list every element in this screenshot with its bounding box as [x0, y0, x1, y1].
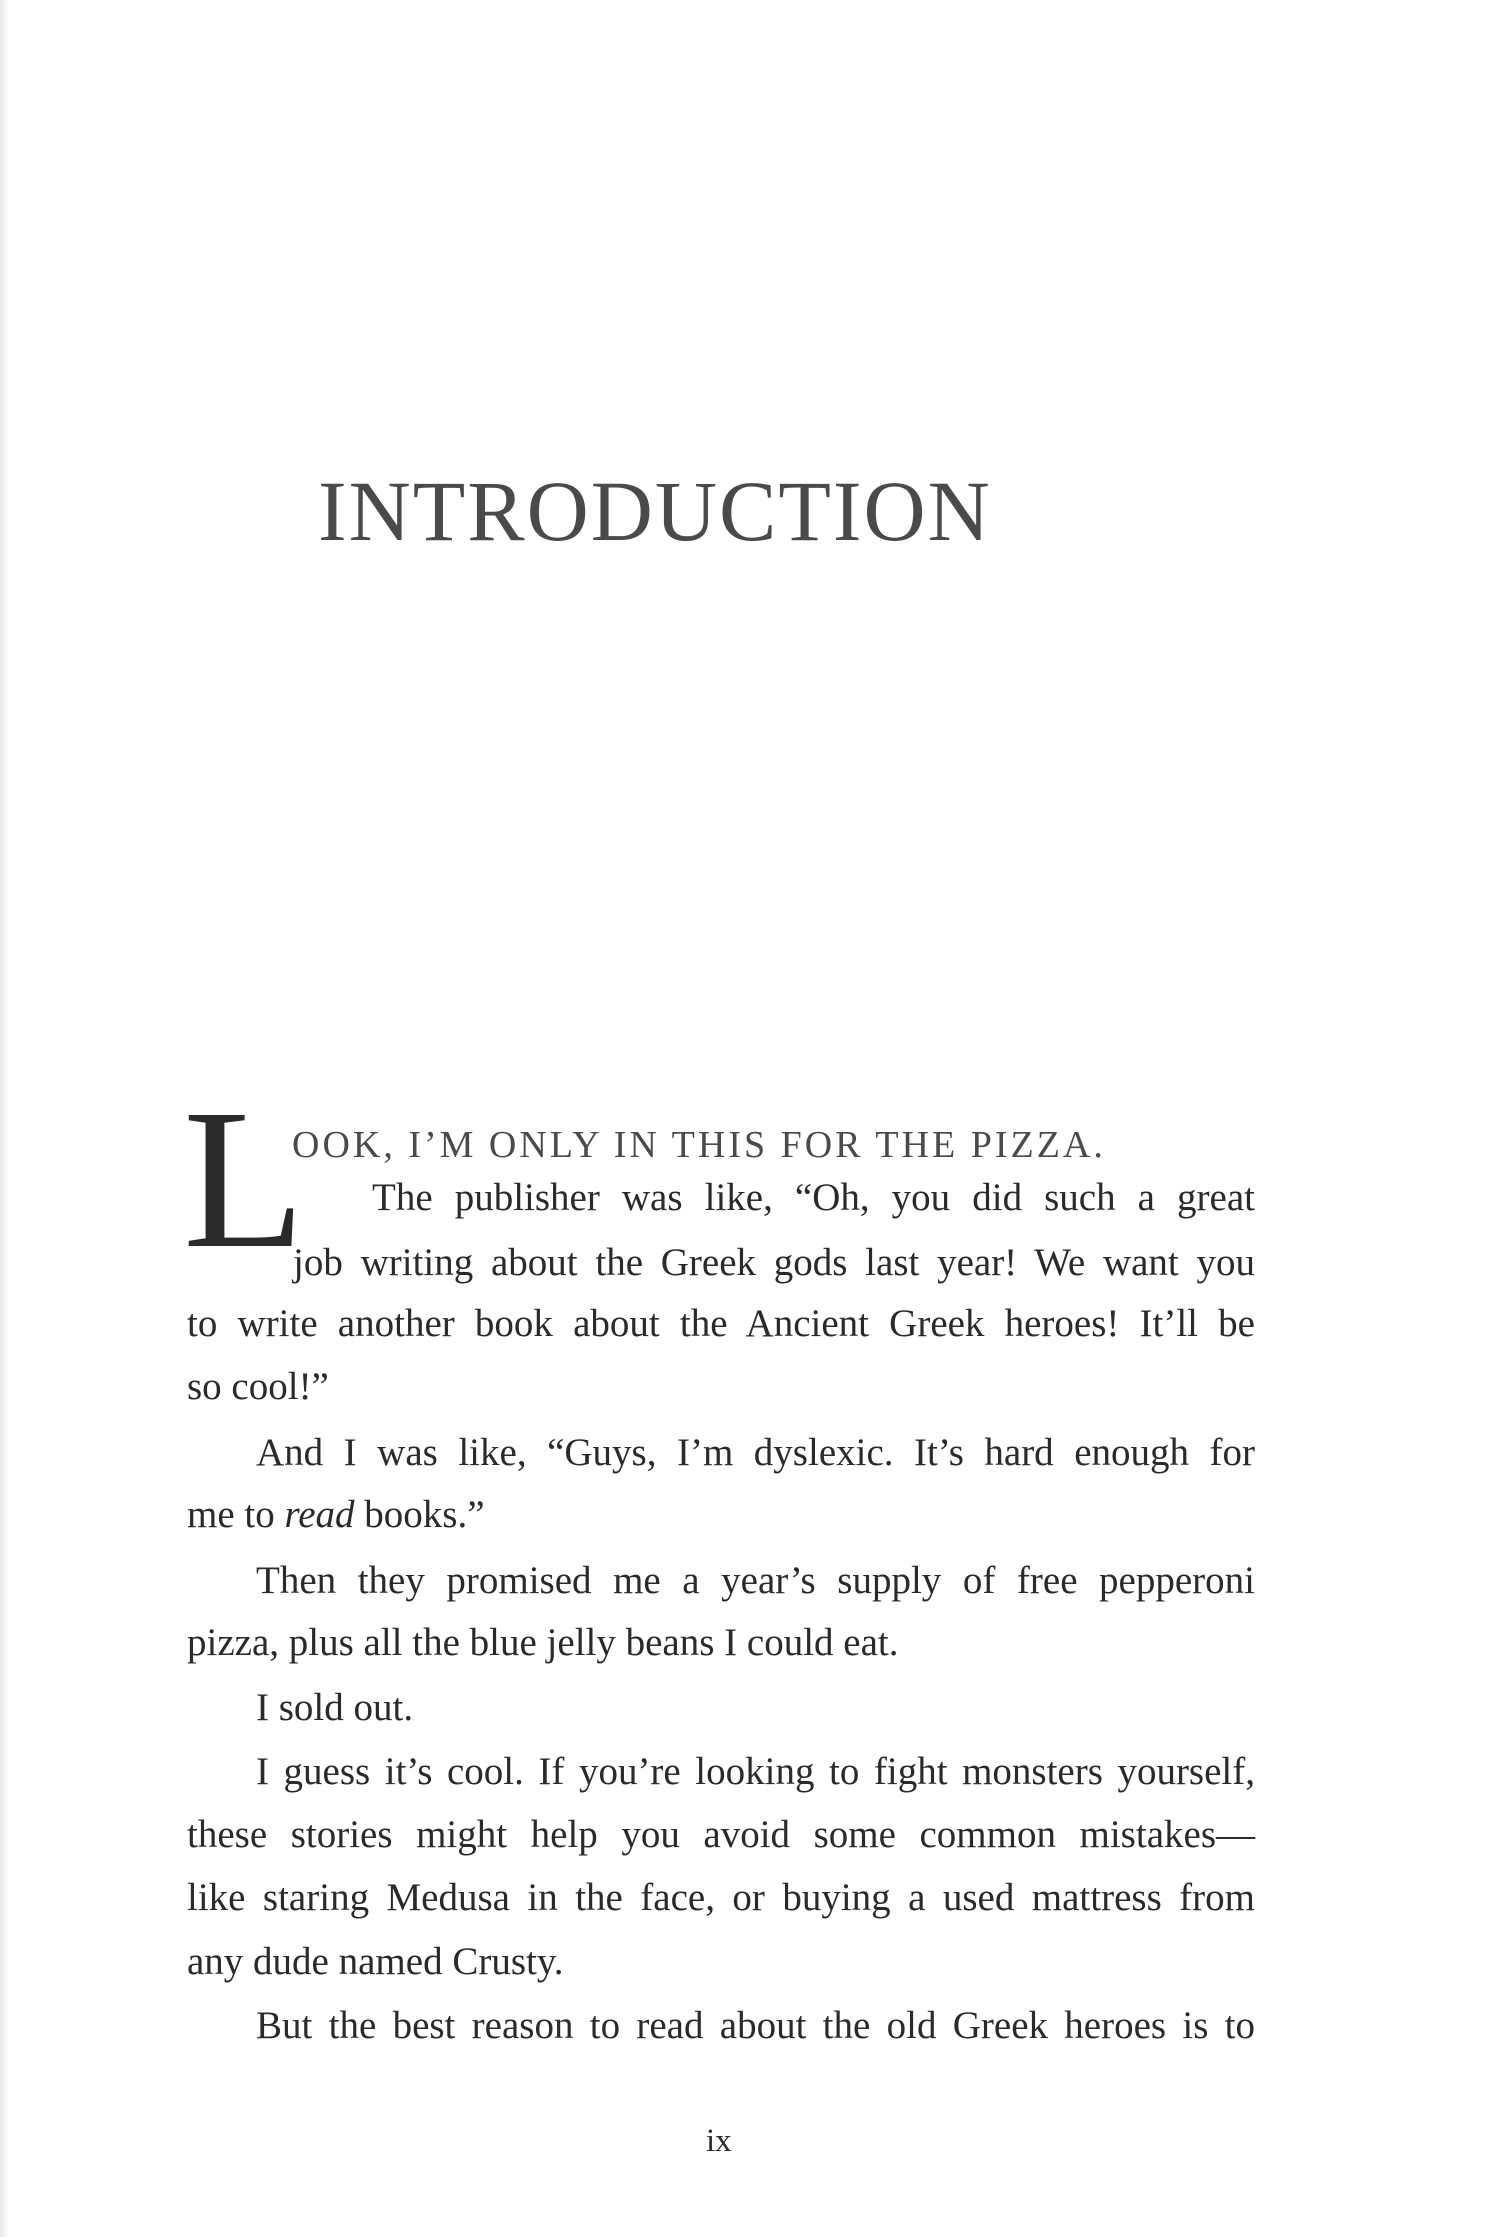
body-line: like staring Medusa in the face, or buying a used mattress from: [187, 1876, 1255, 1919]
drop-cap: L: [183, 1069, 306, 1290]
body-line: to write another book about the Ancient Greek heroes! It’ll be: [187, 1302, 1255, 1345]
body-line-with-italic: [187, 1495, 485, 1534]
body-text: books.”: [364, 1493, 485, 1536]
body-line: The publisher was like, “Oh, you did such a great: [372, 1176, 1255, 1219]
body-line: And I was like, “Guys, I’m dyslexic. It’s hard enough for: [256, 1431, 1255, 1474]
italic-word: read: [284, 1493, 355, 1536]
opening-smallcaps-line: OOK, I’M ONLY IN THIS FOR THE PIZZA.: [292, 1124, 1106, 1166]
body-text: me to: [187, 1493, 275, 1536]
body-line: But the best reason to read about the old Greek heroes is to: [256, 2004, 1255, 2047]
body-line: Then they promised me a year’s supply of free pepperoni: [256, 1559, 1255, 1602]
chapter-title: INTRODUCTION: [318, 463, 992, 559]
body-line: I guess it’s cool. If you’re looking to fight monsters yourself,: [256, 1750, 1255, 1793]
page-number: ix: [706, 2123, 732, 2159]
body-line: job writing about the Greek gods last year! We want you: [293, 1241, 1255, 1284]
body-line: pizza, plus all the blue jelly beans I could eat.: [187, 1621, 899, 1664]
page-edge-shadow: [0, 0, 10, 2237]
body-line: these stories might help you avoid some common mistakes—: [187, 1813, 1255, 1856]
body-line: so cool!”: [187, 1365, 329, 1408]
body-line: any dude named Crusty.: [187, 1940, 564, 1983]
body-line: I sold out.: [256, 1686, 414, 1729]
